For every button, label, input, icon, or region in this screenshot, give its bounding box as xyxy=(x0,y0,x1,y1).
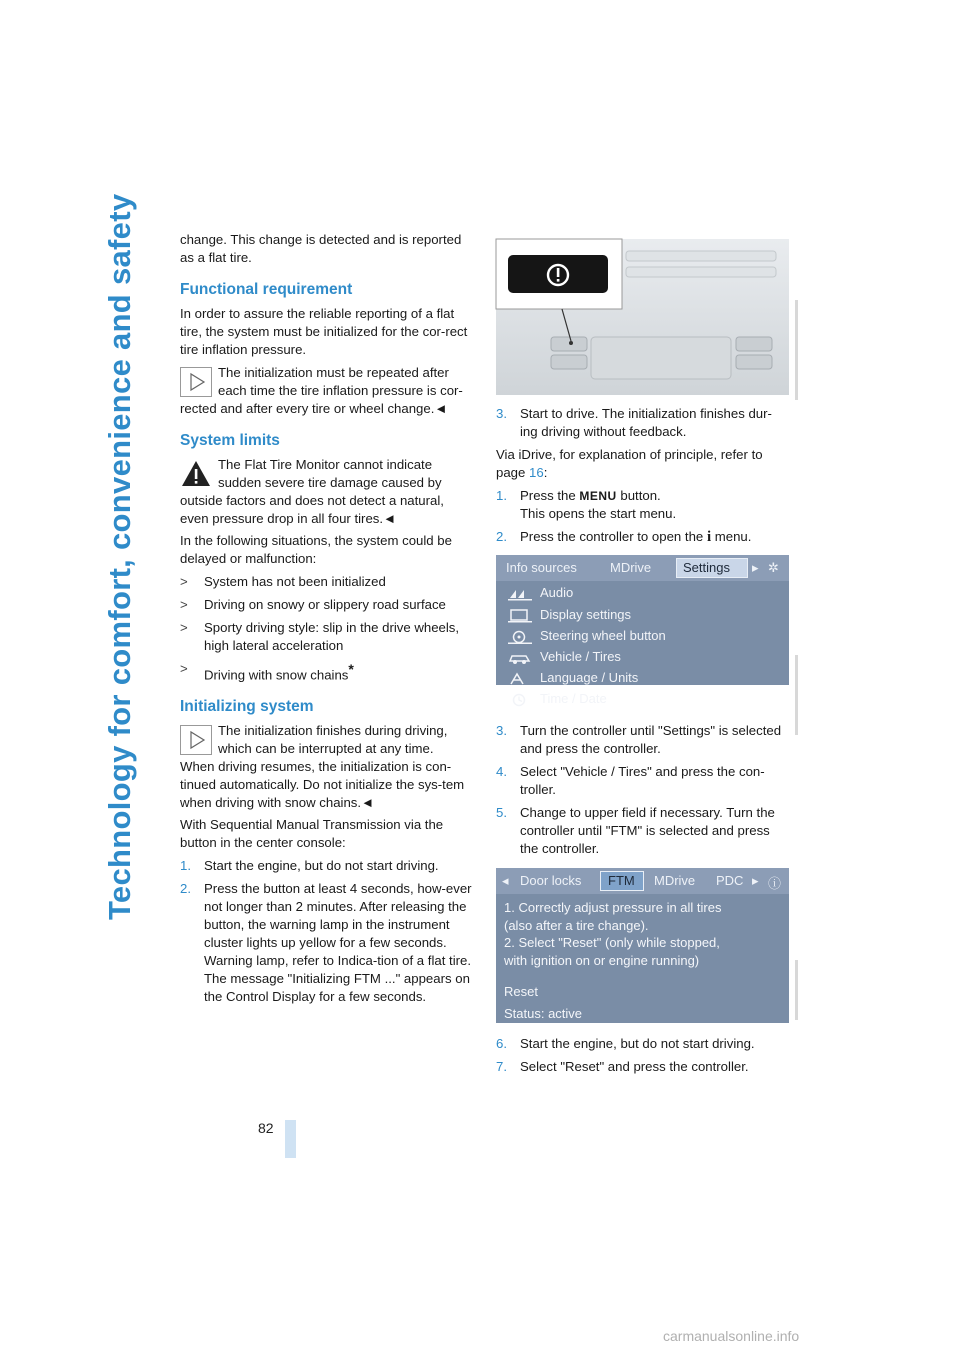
list-item: 2. Press the button at least 4 seconds, how-ever not longer than 2 minutes. After releasing the button, the warning lamp in the instrument cluster lights up yellow for a few seconds. Warning lamp, refer to Indica-tion of a flat tire. The message "Initializing FTM ..." appears on the Control Display for a few seconds. xyxy=(180,881,472,1005)
list-item: 7. Select "Reset" and press the controller. xyxy=(496,1059,749,1074)
page-link[interactable]: 16 xyxy=(529,465,544,480)
bullet-marker: > xyxy=(180,597,188,612)
menu-item-audio[interactable]: Audio xyxy=(540,585,574,600)
note-init-rest: When driving resumes, the initialization is con-tinued automatically. Do not initialize the sys-tem when driving with snow chains.◄ xyxy=(180,759,465,811)
warning-triangle-icon xyxy=(180,459,212,489)
list-item: > Sporty driving style: slip in the drive wheels, high lateral acceleration xyxy=(180,620,460,653)
note-icon xyxy=(180,367,212,397)
ftm-instruction-line: 2. Select "Reset" (only while stopped, xyxy=(504,935,720,950)
tab-door-locks[interactable]: Door locks xyxy=(520,873,582,888)
vehicle-icon xyxy=(508,651,532,665)
info-circle-icon: ⓘ xyxy=(768,876,782,891)
idrive-reference: Via iDrive, for explanation of principle, refer to page 16: xyxy=(496,447,763,480)
idrive-steps xyxy=(496,487,788,546)
page-number-bar xyxy=(285,1120,296,1158)
menu-item-time-date[interactable]: Time / Date xyxy=(540,691,607,706)
settings-gear-icon: ✲ xyxy=(768,560,779,575)
arrow-right-icon: ▸ xyxy=(752,560,759,575)
center-console-illustration xyxy=(496,239,789,395)
list-item: 3. Start to drive. The initialization finishes dur-ing driving without feedback. xyxy=(496,406,772,439)
tab-mdrive[interactable]: MDrive xyxy=(610,560,652,575)
menu-button-label: MENU xyxy=(579,489,617,503)
optional-equipment-asterisk: * xyxy=(348,661,354,677)
left-column xyxy=(180,231,472,1011)
note-init-first: The initialization finishes during driving, which can be interrupted at any time. xyxy=(218,723,448,757)
tab-settings[interactable]: Settings xyxy=(683,560,730,575)
list-item: > Driving on snowy or slippery road surface xyxy=(180,597,446,612)
info-icon: i xyxy=(706,529,712,545)
watermark: carmanualsonline.info xyxy=(663,1328,800,1344)
functional-text: In order to assure the reliable reporting of a flat tire, the system must be initialized for the cor-rect tire inflation pressure. xyxy=(180,306,468,357)
ftm-screen xyxy=(496,868,789,1023)
list-item: 1. Start the engine, but do not start driving. xyxy=(180,858,439,874)
list-item: 2. Press the controller to open the i menu. xyxy=(496,529,752,545)
heading-functional-requirement: Functional requirement xyxy=(180,281,353,298)
chapter-title xyxy=(102,193,162,920)
language-icon xyxy=(508,672,532,686)
note-icon xyxy=(180,725,212,755)
step3-list xyxy=(496,405,788,441)
list-item: > Driving with snow chains* xyxy=(180,661,354,683)
menu-item-language-units[interactable]: Language / Units xyxy=(540,670,639,685)
right-column-steps-c xyxy=(496,1035,788,1081)
menu-item-vehicle-tires[interactable]: Vehicle / Tires xyxy=(540,649,621,664)
list-item: 6. Start the engine, but do not start driving. xyxy=(496,1036,755,1051)
ftm-instruction-line: with ignition on or engine running) xyxy=(504,953,700,968)
note-initialization xyxy=(180,364,472,418)
ftm-instruction-line: 1. Correctly adjust pressure in all tires xyxy=(504,900,722,915)
list-item: 3. Turn the controller until "Settings" is selected and press the controller. xyxy=(496,723,782,756)
center-console-photo xyxy=(496,239,789,395)
note-initialization-first: The initialization must be repeated after each time the tire inflation pressure is cor- xyxy=(218,365,463,398)
note-initialization-rest: rected and after every tire or wheel change.◄ xyxy=(180,401,448,416)
bullet-marker: > xyxy=(180,574,188,589)
audio-icon xyxy=(508,587,532,601)
clock-icon xyxy=(508,693,532,707)
smt-steps xyxy=(180,857,472,1006)
warning-rest: outside factors and does not detect a natural, even pressure drop in all four tires.◄ xyxy=(180,493,444,526)
list-item: 1. Press the MENU button. This opens the start menu. xyxy=(496,488,677,521)
heading-initializing-system: Initializing system xyxy=(180,698,314,716)
note-init-driving xyxy=(180,722,472,812)
heading-system-limits: System limits xyxy=(180,432,280,449)
list-item: 4. Select "Vehicle / Tires" and press the con-troller. xyxy=(496,764,765,797)
tab-info-sources[interactable]: Info sources xyxy=(506,560,577,575)
menu-item-display-settings[interactable]: Display settings xyxy=(540,607,632,622)
settings-menu-screen xyxy=(496,555,789,706)
ftm-instruction-line: (also after a tire change). xyxy=(504,918,649,933)
page-number: 82 xyxy=(258,1120,274,1136)
situations-intro: In the following situations, the system could be delayed or malfunction: xyxy=(180,533,452,566)
list-item: > System has not been initialized xyxy=(180,574,386,589)
tab-mdrive[interactable]: MDrive xyxy=(654,873,696,888)
arrow-right-icon: ▸ xyxy=(752,873,759,888)
intro-text: change. This change is detected and is reported as a flat tire. xyxy=(180,232,462,265)
tab-pdc[interactable]: PDC xyxy=(716,873,744,888)
display-icon xyxy=(508,609,532,623)
image-code xyxy=(792,300,802,400)
ftm-status: Status: active xyxy=(504,1006,583,1021)
smt-intro: With Sequential Manual Transmission via the button in the center console: xyxy=(180,817,444,851)
steering-wheel-icon xyxy=(508,630,532,644)
right-column-steps-b xyxy=(496,722,788,863)
menu-item-steering-wheel-button[interactable]: Steering wheel button xyxy=(540,628,666,643)
image-code xyxy=(792,655,802,755)
warning-note xyxy=(180,456,472,528)
list-item: 5. Change to upper field if necessary. Turn the controller until "FTM" is selected and press the controller. xyxy=(496,805,775,856)
ftm-reset-option[interactable]: Reset xyxy=(504,984,538,999)
chapter-title-text: Technology for comfort, convenience and safety xyxy=(102,193,137,920)
warning-first: The Flat Tire Monitor cannot indicate sudden severe tire damage caused by xyxy=(218,457,442,490)
arrow-left-icon: ◂ xyxy=(502,873,509,888)
tab-ftm[interactable]: FTM xyxy=(608,873,635,888)
right-column xyxy=(496,405,788,551)
bullet-marker: > xyxy=(180,620,188,635)
image-code xyxy=(792,960,802,1060)
bullet-marker: > xyxy=(180,661,188,676)
situation-list xyxy=(180,573,472,684)
